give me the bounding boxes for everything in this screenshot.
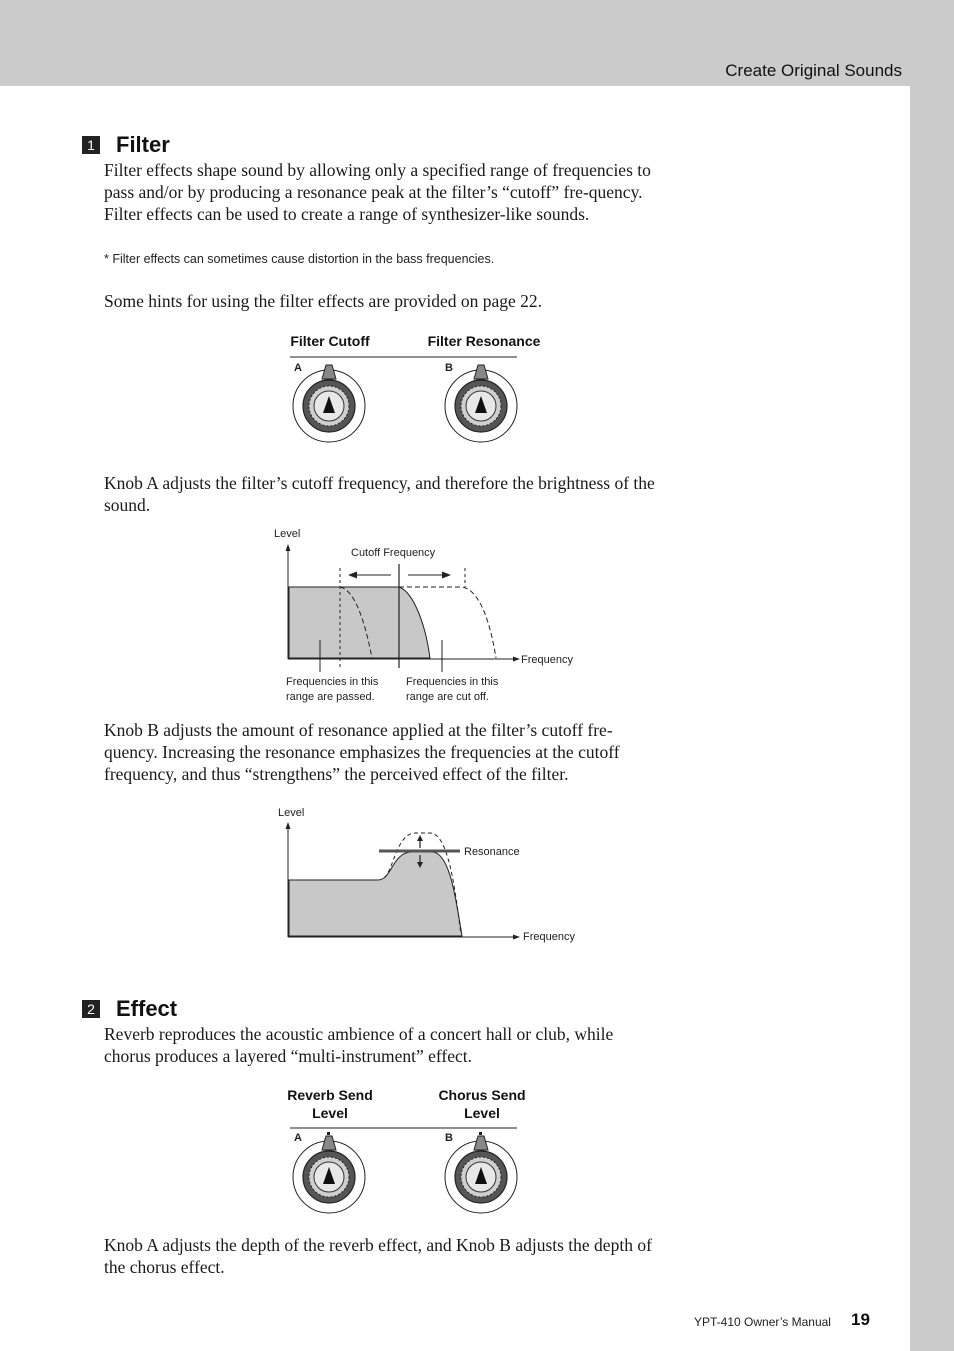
page-number: 19: [851, 1310, 870, 1329]
knob-b-letter: B: [445, 1132, 453, 1144]
knob-b[interactable]: [445, 365, 517, 442]
filter-hint: Some hints for using the filter effects are provided on page 22.: [104, 291, 543, 311]
section-heading-filter: [82, 132, 170, 158]
knob-b-label: Filter Resonance: [427, 333, 541, 349]
knob-a-label: Filter Cutoff: [290, 333, 370, 349]
side-band: [910, 86, 954, 1351]
resonance-diagram: [270, 800, 600, 950]
running-header: Create Original Sounds: [725, 61, 902, 80]
section-number: 2: [82, 1000, 100, 1018]
knob-b-description: Knob B adjusts the amount of resonance applied at the filter’s cutoff fre-quency. Increasing the resonance emphasizes the frequencies at the cutoff frequency, and thus “strengthens” the perceived effect of the filter.: [104, 720, 620, 784]
footer-model: YPT-410 Owner’s Manual: [694, 1315, 831, 1329]
resonance-label: Resonance: [464, 846, 520, 858]
x-axis-label: Frequency: [523, 931, 575, 943]
knob-b[interactable]: [445, 1136, 517, 1213]
section-number: 1: [82, 136, 100, 154]
knob-a[interactable]: [293, 1136, 365, 1213]
y-axis-label: Level: [278, 807, 305, 819]
effect-outro: Knob A adjusts the depth of the reverb effect, and Knob B adjusts the depth of the chorus effect.: [104, 1235, 652, 1277]
knob-a-label-line1: Reverb Send: [287, 1087, 373, 1103]
passed-label-line1: Frequencies in this: [286, 676, 379, 688]
effect-knobs-graphic: [280, 1121, 530, 1221]
cutoff-frequency-diagram: [266, 522, 596, 710]
knob-a-letter: A: [294, 1132, 302, 1144]
knob-b-letter: B: [445, 362, 453, 374]
cut-label-line1: Frequencies in this: [406, 676, 499, 688]
knob-a-label-line2: Level: [312, 1105, 348, 1121]
cut-label-line2: range are cut off.: [406, 691, 489, 703]
knob-a-label: [270, 1086, 390, 1122]
filter-intro: Filter effects shape sound by allowing only a specified range of frequencies to pass and/or by producing a resonance peak at the filter’s “cutoff” fre-quency. Filter effects can be used to create a range of synthesizer-like sounds.: [104, 160, 651, 224]
knob-a-letter: A: [294, 362, 302, 374]
section-title: Filter: [116, 132, 170, 157]
filter-note: * Filter effects can sometimes cause distortion in the bass frequencies.: [104, 252, 495, 266]
knob-a-description: Knob A adjusts the filter’s cutoff frequency, and therefore the brightness of the sound.: [104, 473, 655, 515]
effect-intro: Reverb reproduces the acoustic ambience of a concert hall or club, while chorus produces a layered “multi-instrument” effect.: [104, 1024, 614, 1066]
knob-b-label-line2: Level: [464, 1105, 500, 1121]
section-title: Effect: [116, 996, 178, 1021]
cutoff-label: Cutoff Frequency: [351, 547, 436, 559]
x-axis-label: Frequency: [521, 654, 573, 666]
filter-knobs-graphic: [280, 350, 530, 450]
knob-b-label: [422, 1086, 542, 1122]
y-axis-label: Level: [274, 528, 301, 540]
knob-a[interactable]: [293, 365, 365, 442]
knob-b-label-line1: Chorus Send: [438, 1087, 526, 1103]
passed-label-line2: range are passed.: [286, 691, 375, 703]
section-heading-effect: [82, 996, 177, 1022]
